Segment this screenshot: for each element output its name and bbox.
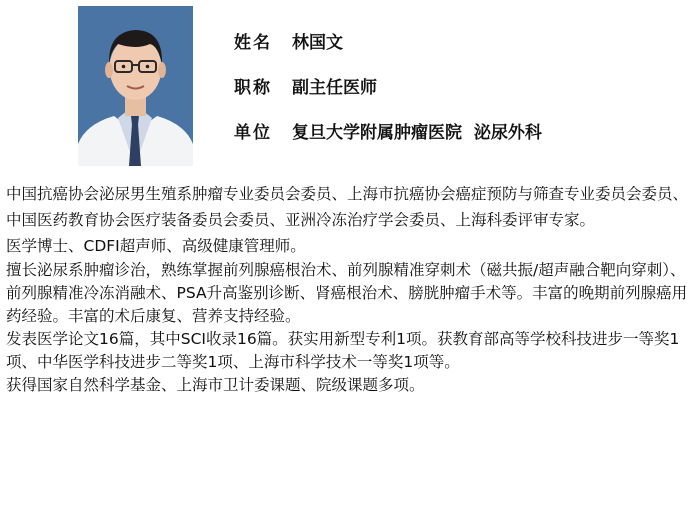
unit-row xyxy=(234,108,542,153)
name-label: 姓名 xyxy=(234,33,272,53)
bio-qualifications: 医学博士、CDFI超声师、高级健康管理师。 xyxy=(6,237,306,255)
doctor-unit: 复旦大学附属肿瘤医院 泌尿外科 xyxy=(292,123,542,143)
title-row xyxy=(234,63,542,108)
doctor-name: 林国文 xyxy=(292,33,343,53)
profile-fields xyxy=(234,18,542,153)
unit-label: 单位 xyxy=(234,123,272,143)
bio-publications: 发表医学论文16篇，其中SCI收录16篇。获实用新型专利1项。获教育部高等学校科技进步一等奖1项、中华医学科技进步二等奖1项、上海市科学技术一等奖1项等。 xyxy=(6,330,680,371)
bio-memberships: 中国抗癌协会泌尿男生殖系肿瘤专业委员会委员、上海市抗癌协会癌症预防与筛查专业委员会委员、中国医药教育协会医疗装备委员会委员、亚洲冷冻治疗学会委员、上海科委评审专家。 xyxy=(6,185,689,229)
bio-funding: 获得国家自然科学基金、上海市卫计委课题、院级课题多项。 xyxy=(6,376,425,394)
portrait-illustration xyxy=(78,6,193,166)
doctor-title: 副主任医师 xyxy=(292,78,377,98)
name-row xyxy=(234,18,542,63)
doctor-biography xyxy=(6,181,696,397)
bio-expertise: 擅长泌尿系肿瘤诊治，熟练掌握前列腺癌根治术、前列腺精准穿刺术（磁共振/超声融合靶向穿刺）、前列腺精准冷冻消融术、PSA升高鉴别诊断、肾癌根治术、膀胱肿瘤手术等。丰富的晚期前列腺癌用药经验。丰富的术后康复、营养支持经验。 xyxy=(6,261,688,325)
doctor-portrait-photo xyxy=(78,6,193,166)
title-label: 职称 xyxy=(234,78,272,98)
